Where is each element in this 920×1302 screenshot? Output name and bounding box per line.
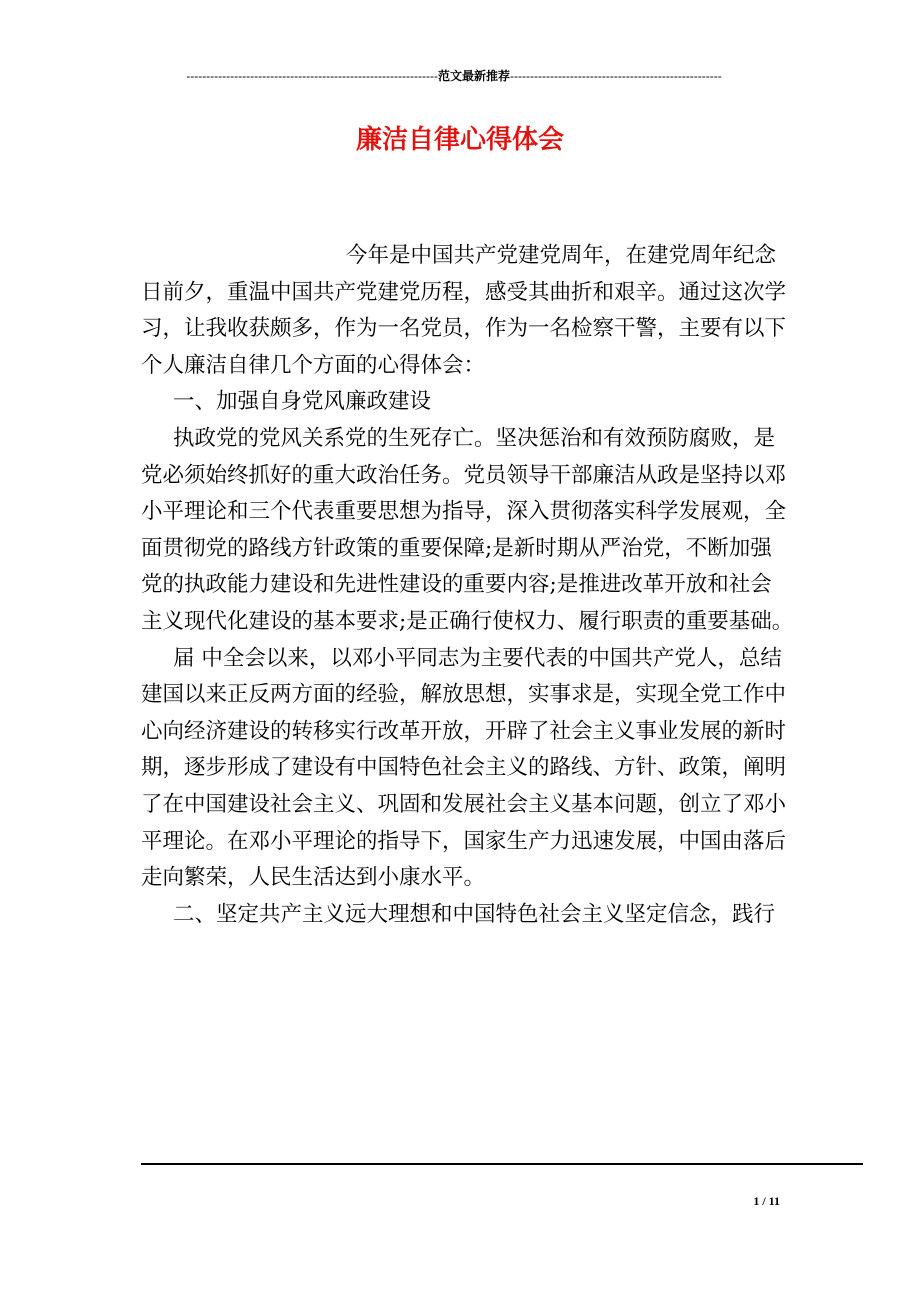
text-line: 习，让我收获颇多，作为一名党员，作为一名检察干警，主要有以下: [141, 316, 787, 342]
text-line: 一、加强自身党风廉政建设: [173, 389, 432, 415]
header-label: 范文最新推荐: [437, 69, 510, 83]
document-title: 廉洁自律心得体会: [355, 125, 564, 155]
section-heading-2: [141, 897, 787, 934]
text-line: 了在中国建设社会主义、巩固和发展社会主义基本问题，创立了邓小: [141, 791, 787, 817]
text-line: 党的执政能力建设和先进性建设的重要内容;是推进改革开放和社会: [141, 572, 772, 598]
text-line: 今年是中国共产党建党周年，在建党周年纪念: [346, 243, 777, 268]
header-dashes-right: -----------------------------------------------------: [509, 69, 722, 83]
text-line: 日前夕，重温中国共产党建党历程，感受其曲折和艰辛。通过这次学: [141, 279, 787, 305]
text-line: 建国以来正反两方面的经验，解放思想，实事求是，实现全党工作中: [141, 682, 787, 708]
page-number: 1 / 11: [753, 1194, 780, 1208]
paragraph-intro: [141, 238, 787, 384]
header-dashes-left: ---------------------------------------------------------------: [186, 69, 438, 83]
text-line: 党必须始终抓好的重大政治任务。党员领导干部廉洁从政是坚持以邓: [141, 462, 787, 488]
text-line: 届 中全会以来，以邓小平同志为主要代表的中国共产党人，总结: [173, 645, 782, 671]
text-line: 二、坚定共产主义远大理想和中国特色社会主义坚定信念，践行: [173, 901, 776, 927]
text-line: 走向繁荣，人民生活达到小康水平。: [141, 865, 486, 891]
section-heading-1: [141, 384, 787, 421]
text-line: 心向经济建设的转移实行改革开放，开辟了社会主义事业发展的新时: [141, 718, 787, 744]
footer-divider: [141, 1163, 863, 1167]
text-line: 小平理论和三个代表重要思想为指导，深入贯彻落实科学发展观，全: [141, 499, 787, 525]
document-body: [141, 238, 794, 933]
text-line: 面贯彻党的路线方针政策的重要保障;是新时期从严治党，不断加强: [141, 535, 772, 561]
paragraph-party-style: [141, 421, 794, 641]
text-line: 期，逐步形成了建设有中国特色社会主义的路线、方针、政策，阐明: [141, 755, 787, 781]
paragraph-plenary-session: [141, 641, 787, 897]
page-header: [140, 68, 768, 84]
text-line: 主义现代化建设的基本要求;是正确行使权力、履行职责的重要基础。: [141, 608, 794, 634]
text-line: 执政党的党风关系党的生死存亡。坚决惩治和有效预防腐败，是: [173, 425, 776, 451]
text-line: 平理论。在邓小平理论的指导下，国家生产力迅速发展，中国由落后: [141, 828, 787, 854]
text-line: 个人廉洁自律几个方面的心得体会：: [141, 352, 486, 378]
